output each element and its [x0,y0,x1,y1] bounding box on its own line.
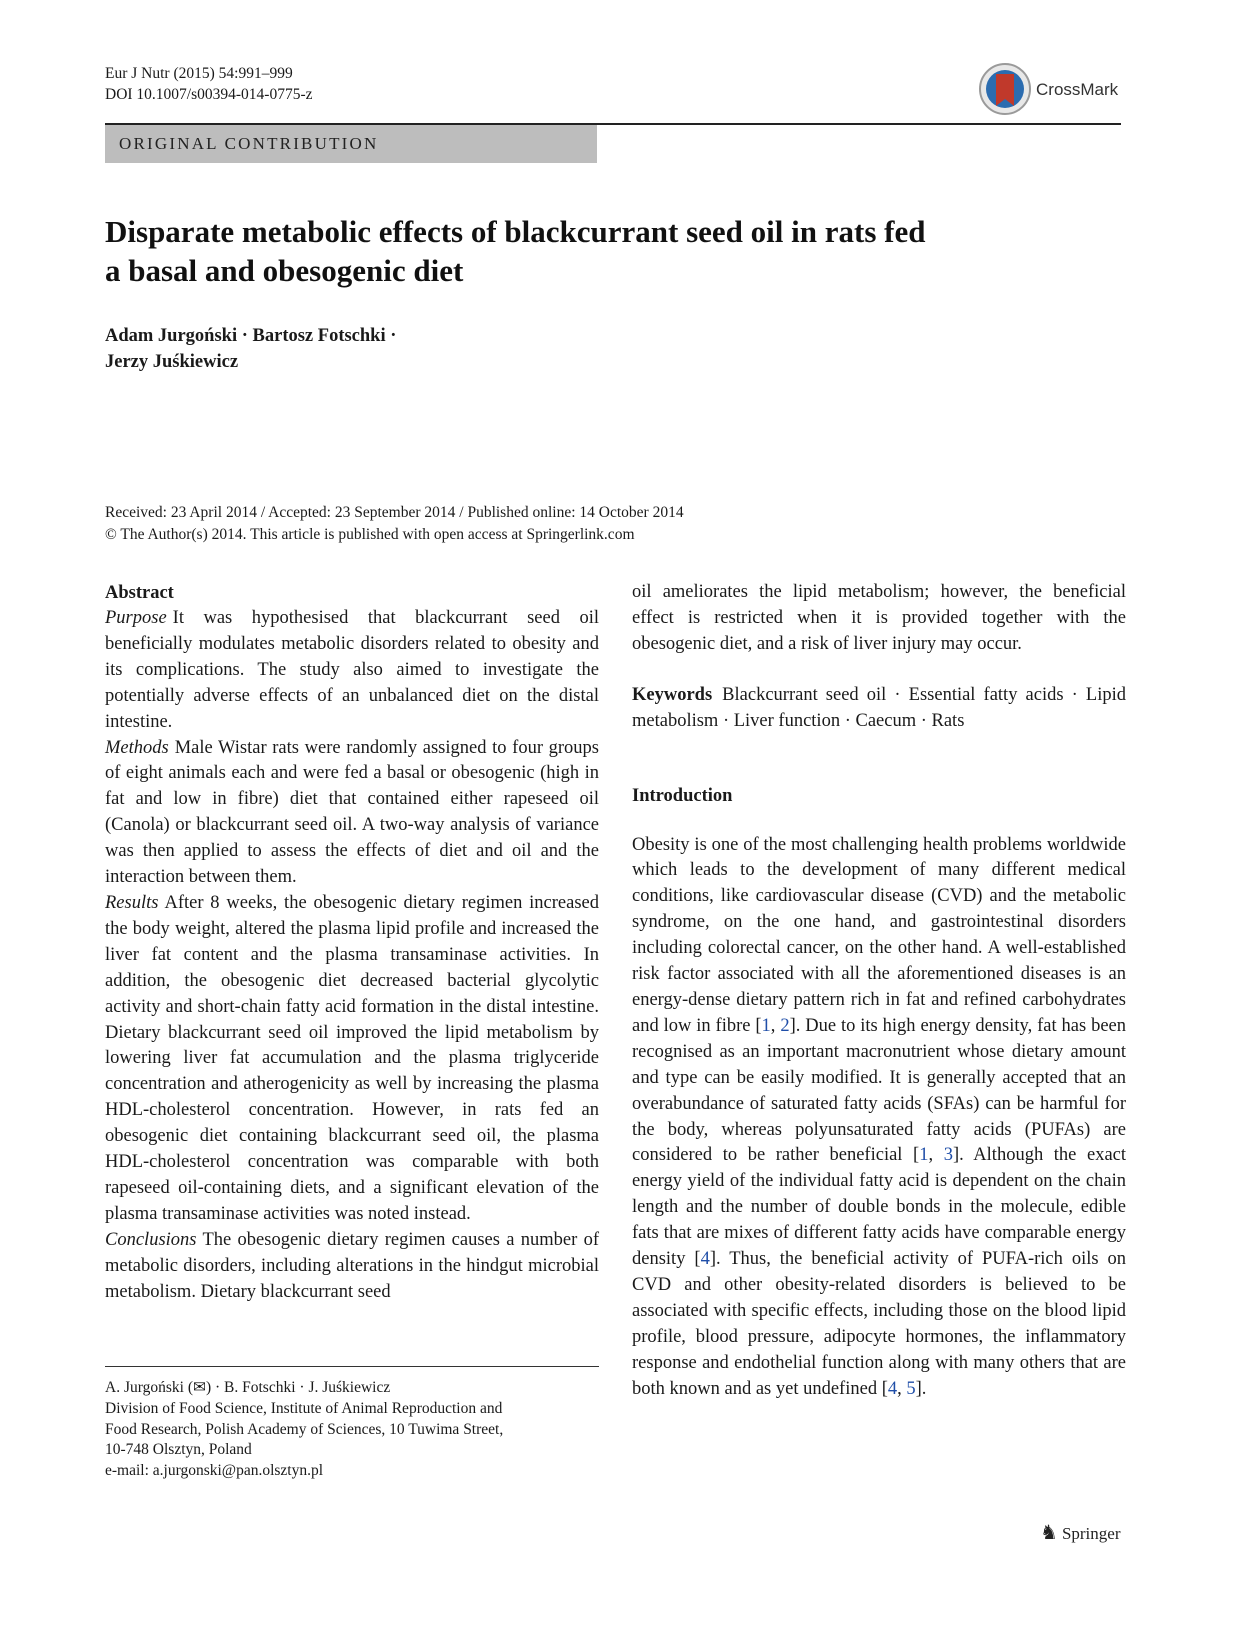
crossmark-icon [978,62,1032,116]
footnote-affiliation-2: Food Research, Polish Academy of Sciences, 10 Tuwima Street, [105,1420,504,1438]
footnote-affiliation-3: 10-748 Olsztyn, Poland [105,1441,252,1459]
springer-label: Springer [1061,1524,1121,1543]
intro-text-4: ]. Thus, the beneficial activity of PUFA-rich oils on CVD and other obesity-related disorders is believed to be associated with specific effects, including those on the blood lipid profile, blood pressure, adipocyte hormones, the inflammatory response and endothelial function along with many others that are both known and as yet undefined [ [632,1249,1126,1399]
citation-link[interactable]: 4 [887,1378,898,1399]
results-text: After 8 weeks, the obesogenic dietary regimen increased the body weight, altered the plasma lipid profile and increased the liver fat content and the plasma transaminase activities. In addition, the obesogenic diet decreased bacterial glycolytic activity and short-chain fatty acid formation in the distal intestine. Dietary blackcurrant seed oil improved the lipid metabolism by lowering liver fat accumulation and the plasma triglyceride concentration and atherogenicity as well by increasing the plasma HDL-cholesterol concentration. However, in rats fed an obesogenic diet containing blackcurrant seed oil, the plasma HDL-cholesterol concentration was comparable with both rapeseed oil-containing diets, and a significant elevation of the plasma transaminase activities was noted instead. [105,892,599,1224]
abstract-heading: Abstract [105,583,174,603]
purpose-text: It was hypothesised that blackcurrant seed oil beneficially modulates metabolic disorders related to obesity and its complications. The study also aimed to investigate the potentially adverse effects of an unbalanced diet on the distal intestine. [105,608,599,732]
authors-line-2: Jerzy Juśkiewicz [105,352,239,372]
abstract-purpose [105,606,599,736]
keywords-text: Blackcurrant seed oil · Essential fatty acids · Lipid metabolism · Liver function · Caecum · Rats [632,684,1126,731]
journal-citation: Eur J Nutr (2015) 54:991–999 [105,65,293,82]
keywords [632,683,1126,735]
article-history: Received: 23 April 2014 / Accepted: 23 September 2014 / Published online: 14 October 2014 [105,504,684,521]
author-affiliation-footnote [105,1378,599,1482]
citation-link[interactable]: 5 [906,1378,916,1399]
citation-link[interactable]: 4 [700,1249,710,1270]
intro-text-5: ]. [915,1378,927,1399]
citation-link[interactable]: 2 [780,1015,790,1036]
title-line-1: Disparate metabolic effects of blackcurrant seed oil in rats fed [105,214,926,249]
footnote-authors: A. Jurgoński (✉) · B. Fotschki · J. Juśkiewicz [105,1379,391,1396]
left-column [105,580,599,1305]
springer-logo [1040,1520,1120,1545]
intro-sep-3: , [897,1378,907,1399]
footnote-rule [105,1366,599,1367]
copyright-notice: © The Author(s) 2014. This article is published with open access at Springerlink.com [105,526,635,543]
intro-text-3: ]. Although the exact energy yield of the individual fatty acid is dependent on the chain length and the number of double bonds in the molecule, edible fats that are mixes of different fatty acids have comparable energy density [ [632,1145,1127,1270]
introduction-heading: Introduction [632,785,733,806]
citation-link[interactable]: 1 [919,1145,929,1166]
intro-sep-1: , [770,1015,781,1036]
conclusions-text: The obesogenic dietary regimen causes a number of metabolic disorders, including alterations in the hindgut microbial metabolism. Dietary blackcurrant seed [105,1229,599,1302]
crossmark-badge[interactable] [978,62,1118,120]
methods-text: Male Wistar rats were randomly assigned to four groups of eight animals each and were fed a basal or obesogenic (high in fat and low in fibre) diet that contained either rapeseed oil (Canola) or blackcurrant seed oil. A two-way analysis of variance was then applied to assess the effects of diet and oil and the interaction between them. [105,737,599,888]
right-column [632,580,1126,1402]
abstract-conclusions [105,1228,599,1306]
results-label: Results [105,892,159,913]
intro-sep-2: , [928,1145,944,1166]
footnote-email[interactable]: e-mail: a.jurgonski@pan.olsztyn.pl [105,1462,324,1480]
section-label: ORIGINAL CONTRIBUTION [105,125,597,163]
authors-line-1: Adam Jurgoński · Bartosz Fotschki · [105,326,397,346]
intro-text-1: Obesity is one of the most challenging health problems worldwide which leads to the development of many different medical conditions, like cardiovascular disease (CVD) and the metabolic syndrome, on the one hand, and gastrointestinal disorders including colorectal cancer, on the other hand. A well-established risk factor associated with all the aforementioned diseases is an energy-dense dietary pattern rich in fat and refined carbohydrates and low in fibre [ [632,834,1126,1036]
title-line-2: a basal and obesogenic diet [105,253,464,288]
purpose-label: Purpose [105,608,167,628]
doi: DOI 10.1007/s00394-014-0775-z [105,86,313,103]
citation-link[interactable]: 1 [761,1015,771,1036]
intro-text-2: ]. Due to its high energy density, fat has been recognised as an important macronutrient whose dietary amount and type can be easily modified. It is generally accepted that an overabundance of saturated fatty acids (SFAs) can be harmful for the body, whereas polyunsaturated fatty acids (PUFAs) are considered to be rather beneficial [ [632,1015,1127,1166]
springer-horse-icon: ♞ [1040,1522,1058,1544]
footnote-affiliation-1: Division of Food Science, Institute of Animal Reproduction and [105,1399,503,1417]
abstract-results [105,891,599,1228]
conclusions-label: Conclusions [105,1229,197,1250]
keywords-label: Keywords [632,684,713,705]
citation-link[interactable]: 3 [943,1145,953,1166]
conclusions-continued: oil ameliorates the lipid metabolism; however, the beneficial effect is restricted when it is provided together with the obesogenic diet, and a risk of liver injury may occur. [632,582,1126,654]
abstract-methods [105,736,599,891]
crossmark-label: CrossMark [1036,80,1119,99]
methods-label: Methods [105,737,169,758]
article-title [105,212,1035,290]
introduction-paragraph [632,833,1126,1403]
